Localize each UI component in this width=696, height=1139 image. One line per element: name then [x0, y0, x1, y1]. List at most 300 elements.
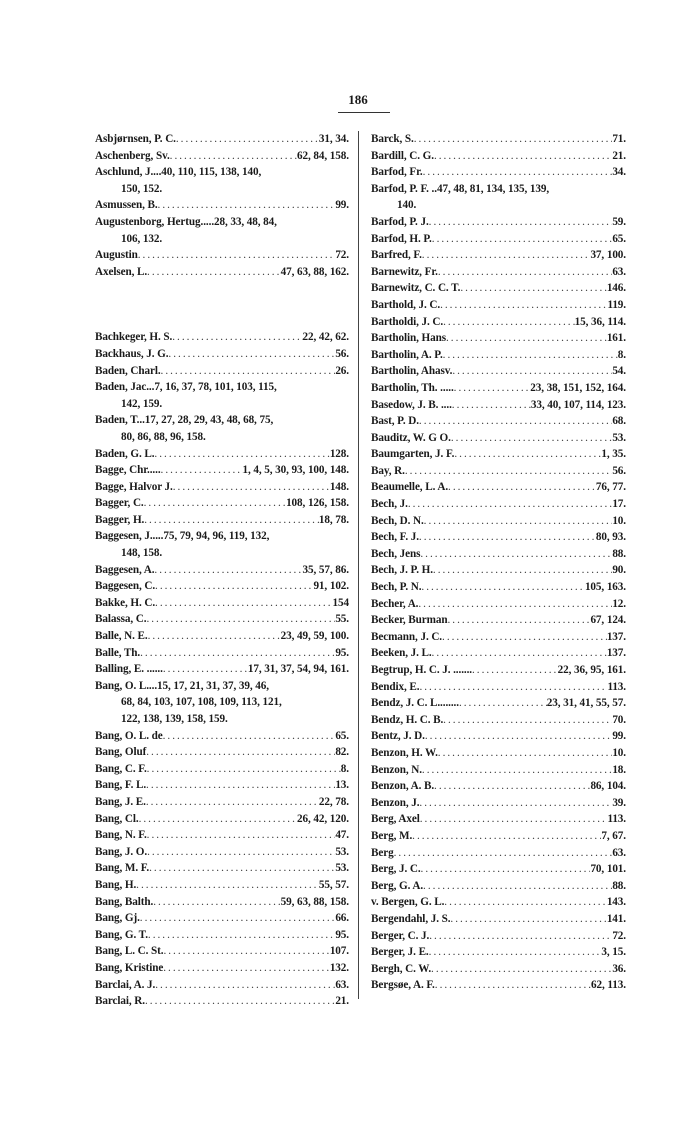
entry-pages: 7, 67.	[601, 829, 626, 842]
index-entry-line	[371, 629, 626, 646]
dot-leader	[432, 231, 613, 248]
entry-pages: 47, 48, 81, 134, 135, 139,	[436, 182, 550, 195]
index-entry	[371, 695, 626, 712]
index-entry	[371, 728, 626, 745]
entry-name: Barnewitz, C. C. T.	[371, 282, 461, 295]
entry-pages: 28, 33, 48, 84,	[214, 215, 277, 228]
index-entry-line	[95, 264, 349, 281]
entry-name: Backhaus, J. G.	[95, 347, 169, 360]
entry-pages: 132.	[329, 961, 349, 974]
dot-leader	[155, 578, 313, 595]
entry-name: Augustenborg, Hertug.....	[95, 215, 215, 228]
entry-pages: 22, 78.	[318, 795, 349, 808]
index-entry	[371, 629, 626, 646]
index-entry	[371, 380, 626, 397]
index-entry	[371, 330, 626, 347]
index-entry-line	[95, 977, 349, 994]
index-entry	[95, 811, 349, 828]
entry-name: Asbjørnsen, P. C.	[95, 133, 176, 145]
entry-pages: 113.	[607, 680, 626, 693]
entry-name: Berger, J. E.	[371, 946, 429, 959]
entry-name: Bagger, C.	[95, 497, 144, 510]
dot-leader	[147, 264, 281, 281]
index-entry	[371, 314, 626, 331]
entry-pages: 90.	[612, 564, 626, 577]
index-entry-line	[95, 927, 349, 944]
entry-pages: 10.	[612, 746, 626, 759]
entry-name: Bech, J.	[371, 498, 408, 511]
entry-name: Bergh, C. W.	[371, 962, 432, 975]
dot-leader	[146, 611, 335, 628]
entry-pages: 59, 63, 88, 158.	[280, 895, 349, 908]
index-group-a	[95, 131, 349, 280]
index-entry	[95, 562, 349, 579]
entry-pages: 47, 63, 88, 162.	[280, 265, 349, 278]
dot-leader	[448, 479, 596, 496]
entry-name: Bang, G. T.	[95, 928, 148, 941]
index-column-left	[95, 131, 349, 1010]
entry-pages: 54.	[612, 365, 626, 378]
dot-leader	[147, 844, 335, 861]
entry-pages: 39.	[612, 796, 626, 809]
dot-leader	[419, 529, 596, 546]
index-entry-line	[95, 645, 349, 662]
entry-name: Barclai, R.	[95, 995, 145, 1008]
index-entry-line	[95, 761, 349, 778]
dot-leader	[443, 712, 612, 729]
index-entry-line	[95, 611, 349, 628]
entry-name: Bang, Cl.	[95, 812, 139, 825]
entry-pages-continued: 106, 132.	[121, 232, 163, 245]
dot-leader	[155, 595, 332, 612]
entry-pages: 15, 17, 21, 31, 37, 39, 46,	[157, 679, 269, 692]
index-entry	[371, 397, 626, 414]
dot-leader	[146, 744, 335, 761]
dot-leader	[434, 148, 612, 165]
dot-leader	[418, 596, 612, 613]
index-entry	[371, 712, 626, 729]
entry-pages: 13.	[335, 779, 349, 792]
entry-name: Bartholin, Hans	[371, 332, 446, 345]
index-entry-line	[371, 430, 626, 447]
index-entry-line	[371, 728, 626, 745]
entry-pages: 137.	[606, 647, 626, 660]
entry-name: Bauditz, W. G O.	[371, 431, 451, 444]
entry-name: Bay, R.	[371, 464, 405, 477]
index-entry	[371, 662, 626, 679]
dot-leader	[145, 993, 335, 1010]
index-entry-line	[371, 679, 626, 696]
dot-leader	[154, 562, 302, 579]
dot-leader	[472, 662, 558, 679]
index-entry	[95, 744, 349, 761]
dot-leader	[139, 811, 297, 828]
index-entry-line	[95, 363, 349, 380]
index-entry	[371, 463, 626, 480]
entry-pages: 82.	[335, 746, 349, 759]
entry-pages: 22, 36, 95, 161.	[557, 664, 626, 676]
entry-name: Bech, J. P. H.	[371, 564, 433, 577]
index-entry	[95, 412, 349, 445]
index-entry-line	[371, 546, 626, 563]
index-entry-line	[371, 148, 626, 165]
index-entry	[95, 264, 349, 281]
dot-leader	[153, 894, 280, 911]
index-entry	[371, 911, 626, 928]
index-entry	[371, 297, 626, 314]
dot-leader	[431, 961, 612, 978]
index-entry-line	[371, 861, 626, 878]
index-entry	[95, 462, 349, 479]
entry-pages: 26.	[335, 364, 349, 377]
dot-leader	[176, 131, 319, 148]
index-entry-line	[371, 762, 626, 779]
dot-leader	[443, 314, 575, 331]
entry-name: Benzon, A. B.	[371, 780, 435, 793]
index-entry-line	[95, 148, 349, 165]
index-entry-line	[371, 496, 626, 513]
index-entry-line	[95, 910, 349, 927]
entry-name: Barclai, A. J.	[95, 978, 156, 991]
index-entry-line	[95, 844, 349, 861]
entry-name: Bagge, Chr.....	[95, 464, 161, 477]
index-entry-line	[95, 462, 349, 479]
index-entry	[371, 446, 626, 463]
index-entry	[371, 264, 626, 281]
entry-pages: 72.	[612, 929, 626, 942]
entry-pages: 53.	[335, 862, 349, 875]
entry-pages: 59.	[612, 215, 626, 228]
entry-pages: 8.	[617, 348, 626, 361]
entry-name: Barnewitz, Fr.	[371, 265, 438, 278]
index-entry-line	[371, 463, 626, 480]
entry-pages-continued: 148, 158.	[121, 547, 163, 560]
entry-name: Benzon, H. W.	[371, 746, 438, 759]
dot-leader	[440, 297, 607, 314]
index-entry-line	[371, 347, 626, 364]
index-entry-line	[371, 131, 626, 148]
dot-leader	[146, 794, 319, 811]
entry-pages: 161.	[606, 332, 626, 345]
index-entry-line	[371, 795, 626, 812]
index-entry-line	[371, 645, 626, 662]
entry-pages: 22, 42, 62.	[302, 331, 349, 344]
entry-name: Asmussen, B.	[95, 199, 158, 212]
index-entry-line	[371, 413, 626, 430]
index-entry	[95, 595, 349, 612]
dot-leader	[429, 928, 612, 945]
entry-name: Balling, E. ......	[95, 663, 163, 676]
index-entry-line	[371, 513, 626, 530]
dot-leader	[148, 927, 335, 944]
index-entry-line	[95, 744, 349, 761]
entry-name: Bang, M. F.	[95, 862, 150, 875]
entry-pages: 62, 84, 158.	[297, 149, 349, 162]
dot-leader	[452, 363, 612, 380]
entry-name: Baden, T...	[95, 414, 145, 427]
index-entry-line	[371, 612, 626, 629]
dot-leader	[452, 397, 531, 414]
index-entry-line	[371, 280, 626, 297]
dot-leader	[434, 778, 590, 795]
dot-leader	[432, 645, 607, 662]
entry-name: Bang, F. L.	[95, 779, 147, 792]
index-group-b	[95, 329, 349, 1009]
index-entry	[371, 961, 626, 978]
dot-leader	[163, 661, 248, 678]
dot-leader	[446, 330, 607, 347]
index-entry-line	[371, 330, 626, 347]
entry-pages: 34.	[612, 166, 626, 179]
entry-pages: 18.	[612, 763, 626, 776]
index-entry	[371, 562, 626, 579]
entry-name: Balassa, C.	[95, 613, 147, 626]
entry-pages-continued: 150, 152.	[121, 182, 163, 195]
entry-name: Berg, M.	[371, 829, 413, 842]
index-entry-line	[371, 745, 626, 762]
entry-pages: 141.	[606, 912, 626, 925]
index-entry	[95, 611, 349, 628]
dot-leader	[172, 329, 302, 346]
index-entry	[95, 148, 349, 165]
index-entry	[95, 578, 349, 595]
entry-pages: 148.	[329, 480, 349, 493]
entry-name: Aschenberg, Sv.	[95, 149, 170, 162]
index-entry	[95, 645, 349, 662]
index-entry	[95, 363, 349, 380]
entry-name: Bagger, H.	[95, 513, 145, 526]
entry-pages: 8.	[340, 762, 349, 775]
dot-leader	[138, 247, 336, 264]
dot-leader	[408, 496, 613, 513]
index-entry-line	[95, 827, 349, 844]
index-entry	[95, 197, 349, 214]
entry-pages: 56.	[335, 347, 349, 360]
entry-pages: 91, 102.	[313, 580, 349, 593]
index-entry-line	[371, 397, 626, 414]
index-entry	[95, 379, 349, 412]
entry-name: Bang, L. C. St.	[95, 945, 164, 958]
entry-pages: 143.	[606, 896, 626, 909]
entry-pages: 56.	[612, 464, 626, 477]
index-entry	[371, 861, 626, 878]
entry-pages: 36.	[612, 962, 626, 975]
dot-leader	[144, 495, 286, 512]
index-entry	[371, 944, 626, 961]
entry-pages: 63.	[612, 846, 626, 859]
entry-pages-continued: 80, 86, 88, 96, 158.	[121, 430, 206, 443]
index-entry	[371, 778, 626, 795]
index-entry-line	[95, 628, 349, 645]
dot-leader	[425, 728, 613, 745]
entry-name: Berg, Axel	[371, 813, 420, 826]
index-entry	[371, 430, 626, 447]
index-entry	[95, 860, 349, 877]
entry-name: Baggesen, A.	[95, 563, 155, 576]
index-entry-line	[95, 794, 349, 811]
entry-name: Begtrup, H. C. J. .......	[371, 664, 472, 676]
index-entry-line	[371, 562, 626, 579]
dot-leader	[443, 347, 618, 364]
index-entry-line	[95, 247, 349, 264]
dot-leader	[459, 695, 547, 712]
dot-leader	[429, 214, 613, 231]
index-entry	[371, 546, 626, 563]
entry-pages: 53.	[612, 431, 626, 444]
index-entry	[371, 977, 626, 994]
dot-leader	[414, 131, 613, 148]
entry-pages: 146.	[606, 282, 626, 295]
index-entry	[371, 247, 626, 264]
entry-name: Bachkeger, H. S.	[95, 331, 173, 344]
entry-name: Becker, Burman	[371, 614, 448, 627]
column-divider	[358, 131, 359, 999]
dot-leader	[442, 629, 607, 646]
index-entry-line	[371, 214, 626, 231]
index-entry-line	[95, 993, 349, 1010]
entry-pages: 33, 40, 107, 114, 123.	[530, 398, 626, 411]
dot-leader	[424, 513, 613, 530]
index-entry-line	[371, 529, 626, 546]
index-entry	[95, 844, 349, 861]
index-entry-line	[371, 695, 626, 712]
index-entry	[95, 827, 349, 844]
index-entry	[95, 943, 349, 960]
dot-leader	[420, 811, 608, 828]
dot-leader	[419, 795, 612, 812]
index-entry	[371, 214, 626, 231]
page-number-rule	[338, 112, 390, 113]
entry-name: Beaumelle, L. A.	[371, 481, 449, 494]
entry-name: Berg, G. A.	[371, 879, 424, 892]
dot-leader	[144, 512, 319, 529]
index-entry	[371, 513, 626, 530]
index-entry	[371, 845, 626, 862]
index-entry	[95, 528, 349, 561]
entry-pages: 71.	[612, 133, 626, 145]
index-entry-line	[371, 446, 626, 463]
entry-pages: 10.	[612, 514, 626, 527]
index-entry	[371, 280, 626, 297]
entry-pages: 95.	[335, 646, 349, 659]
entry-name: Becmann, J. C.	[371, 630, 443, 643]
index-entry-line	[371, 314, 626, 331]
entry-pages: 23, 31, 41, 55, 57.	[546, 697, 626, 710]
entry-pages: 1, 35.	[601, 448, 626, 461]
index-entry	[371, 795, 626, 812]
entry-pages: 70.	[612, 713, 626, 726]
dot-leader	[149, 860, 335, 877]
index-entry	[371, 811, 626, 828]
entry-pages: 17, 31, 37, 54, 94, 161.	[247, 663, 349, 676]
dot-leader	[146, 777, 335, 794]
index-entry-line	[371, 778, 626, 795]
index-entry	[371, 164, 626, 181]
dot-leader	[419, 413, 612, 430]
entry-name: Bartholin, Th. .....	[371, 381, 454, 394]
index-entry-line	[95, 943, 349, 960]
entry-name: Bardill, C. G.	[371, 149, 434, 162]
entry-pages: 86, 104.	[590, 780, 626, 793]
entry-name: Barthold, J. C.	[371, 298, 441, 311]
entry-name: Bendz, H. C. B.	[371, 713, 444, 726]
entry-name: Benzon, N.	[371, 763, 422, 776]
entry-pages: 72.	[335, 249, 349, 262]
index-entry-line	[95, 894, 349, 911]
index-entry	[371, 231, 626, 248]
entry-pages: 35, 57, 86.	[302, 563, 349, 576]
entry-name: Barfod, Fr.	[371, 166, 423, 179]
entry-name: Baumgarten, J. F.	[371, 448, 455, 461]
entry-name: Bang, O. L....	[95, 679, 158, 692]
entry-pages: 63.	[612, 265, 626, 278]
entry-pages: 37, 100.	[590, 249, 626, 262]
entry-pages: 21.	[612, 149, 626, 162]
entry-pages: 47.	[335, 829, 349, 842]
dot-leader	[147, 827, 336, 844]
index-entry-line	[95, 329, 349, 346]
index-entry-line	[371, 479, 626, 496]
index-entry-line	[371, 181, 626, 198]
index-entry	[95, 164, 349, 197]
index-entry-line	[371, 247, 626, 264]
dot-leader	[140, 645, 335, 662]
index-entry-line	[95, 512, 349, 529]
group-gap	[95, 280, 349, 329]
index-entry	[95, 894, 349, 911]
dot-leader	[161, 462, 243, 479]
dot-leader	[147, 761, 341, 778]
index-entry-line	[371, 579, 626, 596]
entry-pages: 18, 78.	[318, 513, 349, 526]
entry-pages: 105, 163.	[584, 581, 626, 594]
entry-name: Bech, Jens	[371, 547, 421, 560]
entry-name: Berg	[371, 846, 394, 859]
index-entry	[95, 977, 349, 994]
entry-name: Bang, Balth.	[95, 895, 154, 908]
index-entry-line	[95, 346, 349, 363]
entry-pages-continued: 68, 84, 103, 107, 108, 109, 113, 121,	[121, 696, 282, 709]
entry-pages: 137.	[606, 630, 626, 643]
dot-leader	[454, 446, 601, 463]
index-group-right	[371, 131, 626, 994]
dot-leader	[421, 579, 585, 596]
entry-pages: 76, 77.	[595, 481, 626, 494]
index-entry	[371, 645, 626, 662]
entry-name: Bast, P. D.	[371, 415, 419, 428]
dot-leader	[158, 197, 336, 214]
entry-pages: 80, 93.	[595, 531, 626, 544]
entry-pages: 75, 79, 94, 96, 119, 132,	[163, 530, 270, 543]
entry-pages: 55.	[335, 613, 349, 626]
dot-leader	[448, 612, 591, 629]
index-entry	[371, 579, 626, 596]
index-entry	[371, 131, 626, 148]
entry-pages: 68.	[612, 415, 626, 428]
index-entry-line	[371, 977, 626, 994]
index-entry-line	[95, 860, 349, 877]
index-entry	[95, 927, 349, 944]
entry-name: Bartholin, Ahasv.	[371, 365, 453, 378]
entry-name: Barfod, P. F. ..	[371, 182, 437, 195]
entry-name: Bang, H.	[95, 878, 137, 891]
entry-name: Bang, O. L. de	[95, 729, 163, 742]
index-entry-line	[371, 596, 626, 613]
entry-pages: 3, 15.	[601, 946, 626, 959]
dot-leader	[451, 430, 612, 447]
entry-name: Barck, S.	[371, 133, 414, 145]
page-number: 186	[348, 92, 368, 107]
